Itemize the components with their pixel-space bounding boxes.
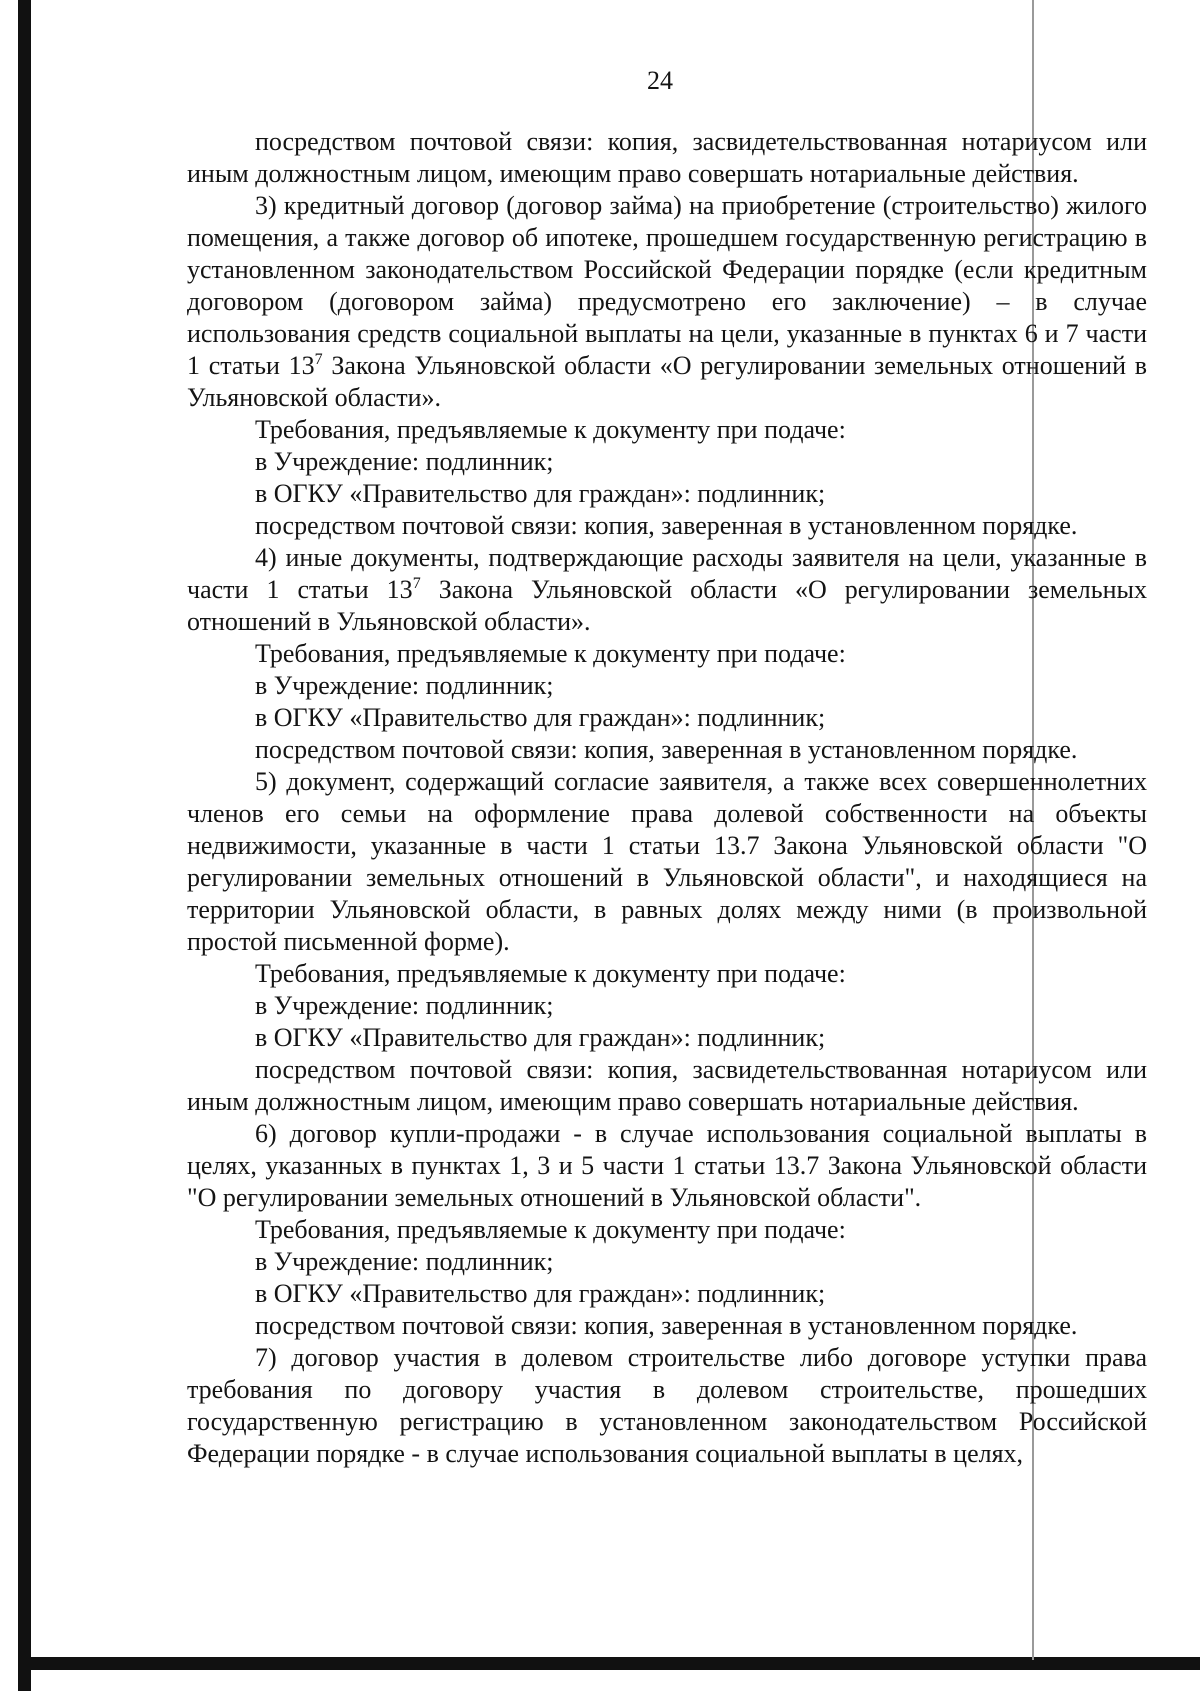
paragraph-item-3-text: 3) кредитный договор (договор займа) на приобретение (строительство) жилого помещения, а также договор об ипотеке, прошедшем государственную регистрацию в установленном законодательством Российской Федерации порядке (если кредитным договором (договором займа) предусмотрено его заключение) – в случае использования средств социальной выплаты на цели, указанные в пунктах 6 и 7 части 1 статьи 13	[187, 191, 1147, 380]
requirements-heading: Требования, предъявляемые к документу при подаче:	[255, 1215, 846, 1244]
requirements-heading: Требования, предъявляемые к документу при подаче:	[255, 959, 846, 988]
requirement-line: посредством почтовой связи: копия, заверенная в установленном порядке.	[255, 1311, 1078, 1340]
requirements-heading: Требования, предъявляемые к документу при подаче:	[255, 415, 846, 444]
requirement-line: в ОГКУ «Правительство для граждан»: подлинник;	[255, 1023, 826, 1052]
requirement-line: посредством почтовой связи: копия, заверенная в установленном порядке.	[255, 735, 1078, 764]
paragraph-item-4-tail: Закона Ульяновской области «О регулировании земельных отношений в Ульяновской области».	[187, 575, 1148, 636]
paragraph-item-5: 5) документ, содержащий согласие заявителя, а также всех совершеннолетних членов его семьи на оформление права долевой собственности на объекты недвижимости, указанные в части 1 статьи 13.7 Закона Ульяновской области "О регулировании земельных отношений в Ульяновской области", и находящиеся на территории Ульяновской области, в равных долях между ними (в произвольной простой письменной форме).	[187, 767, 1147, 956]
requirement-line: в ОГКУ «Правительство для граждан»: подлинник;	[255, 1279, 826, 1308]
requirement-line: в Учреждение: подлинник;	[255, 1247, 554, 1276]
requirement-line: посредством почтовой связи: копия, засвидетельствованная нотариусом или иным должностным лицом, имеющим право совершать нотариальные действия.	[187, 1055, 1147, 1116]
paragraph-item-3-tail: Закона Ульяновской области «О регулировании земельных отношений в Ульяновской области».	[187, 351, 1147, 412]
requirement-line: в Учреждение: подлинник;	[255, 671, 554, 700]
page-number: 24	[647, 66, 673, 95]
paragraph-1: посредством почтовой связи: копия, засвидетельствованная нотариусом или иным должностным лицом, имеющим право совершать нотариальные действия.	[187, 127, 1147, 188]
scan-left-edge	[18, 0, 31, 1691]
superscript: 7	[314, 351, 323, 368]
paragraph-item-7: 7) договор участия в долевом строительстве либо договоре уступки права требования по договору участия в долевом строительстве, прошедших государственную регистрацию в установленном законодательством Российской Федерации порядке - в случае использования социальной выплаты в целях,	[187, 1343, 1147, 1468]
document-body	[187, 126, 1147, 1470]
scan-bottom-edge	[18, 1657, 1200, 1670]
paragraph-item-4	[187, 542, 1147, 638]
paragraph-item-4-text: 4) иные документы, подтверждающие расходы заявителя на цели, указанные в части 1 статьи 13	[187, 543, 1147, 604]
paragraph-item-6: 6) договор купли-продажи - в случае использования социальной выплаты в целях, указанных в пунктах 1, 3 и 5 части 1 статьи 13.7 Закона Ульяновской области "О регулировании земельных отношений в Ульяновской области".	[187, 1119, 1147, 1212]
requirements-heading: Требования, предъявляемые к документу при подаче:	[255, 639, 846, 668]
requirement-line: в Учреждение: подлинник;	[255, 991, 554, 1020]
superscript: 7	[412, 575, 421, 592]
requirement-line: в Учреждение: подлинник;	[255, 447, 554, 476]
requirement-line: в ОГКУ «Правительство для граждан»: подлинник;	[255, 479, 826, 508]
paragraph-item-3	[187, 190, 1147, 414]
requirement-line: в ОГКУ «Правительство для граждан»: подлинник;	[255, 703, 826, 732]
requirement-line: посредством почтовой связи: копия, заверенная в установленном порядке.	[255, 511, 1078, 540]
